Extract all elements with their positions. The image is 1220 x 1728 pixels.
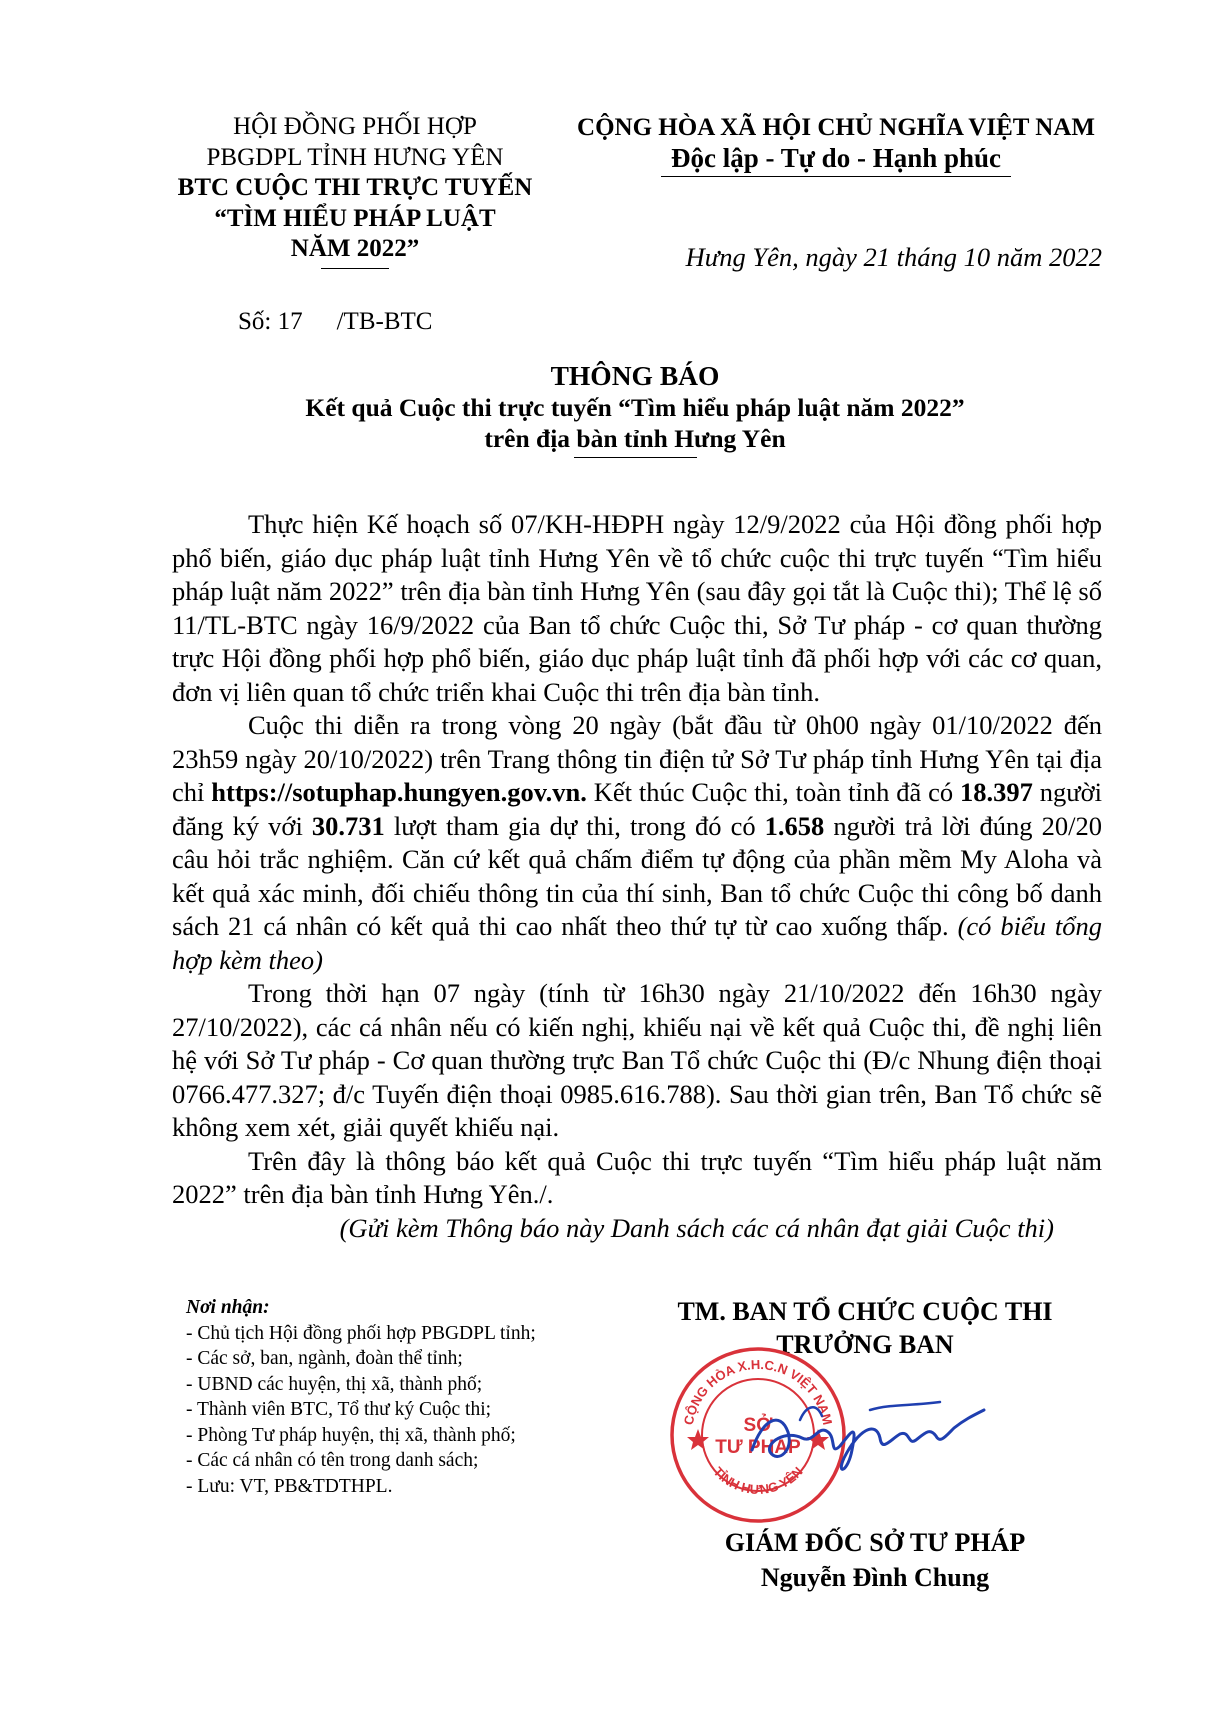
recipients-heading: Nơi nhận: bbox=[186, 1297, 270, 1318]
issuer-line-1: HỘI ĐỒNG PHỐI HỢP bbox=[233, 113, 477, 140]
recipient-item: - Lưu: VT, PB&TDTHPL. bbox=[186, 1475, 393, 1497]
stamp-bottom-text: TỈNH HƯNG YÊN bbox=[710, 1463, 806, 1498]
p2-text-d: lượt tham gia dự thi, trong đó có bbox=[384, 810, 765, 841]
national-header bbox=[570, 112, 1102, 177]
recipient-item: - Thành viên BTC, Tổ thư ký Cuộc thi; bbox=[186, 1399, 492, 1420]
issuer-header bbox=[130, 112, 580, 269]
p2-text-c: người đăng ký với bbox=[172, 777, 1102, 841]
p2-text-e: người trả lời đúng 20/20 câu hỏi trắc nghiệm. Căn cứ kết quả chấm điểm tự động của phần mềm My Aloha và kết quả xác minh, đối chiếu thông tin của thí sinh, Ban tổ chức Cuộc thi công bố danh sách 21 cá nhân có kết quả thi cao nhất theo thứ tự từ cao xuống thấp. bbox=[172, 810, 1103, 941]
signer-position: GIÁM ĐỐC SỞ TƯ PHÁP bbox=[724, 1528, 1026, 1557]
handwritten-signature bbox=[740, 1380, 1000, 1490]
doc-number-value: 17 bbox=[277, 308, 303, 335]
signer-authority-line-2: TRƯỞNG BAN bbox=[776, 1330, 954, 1359]
paragraph-1: Thực hiện Kế hoạch số 07/KH-HĐPH ngày 12/9/2022 của Hội đồng phối hợp phổ biến, giáo dục pháp luật tỉnh Hưng Yên về tổ chức cuộc thi trực tuyến “Tìm hiểu pháp luật năm 2022” trên địa bàn tỉnh Hưng Yên (sau đây gọi tắt là Cuộc thi); Thể lệ số 11/TL-BTC ngày 16/9/2022 của Ban tổ chức Cuộc thi, Sở Tư pháp - cơ quan thường trực Hội đồng phối hợp phổ biến, giáo dục pháp luật tỉnh đã phối hợp với các cơ quan, đơn vị liên quan tổ chức triển khai Cuộc thi trên địa bàn tỉnh. bbox=[172, 509, 1102, 707]
signer-authority-line-1: TM. BAN TỔ CHỨC CUỘC THI bbox=[677, 1297, 1053, 1326]
document-title bbox=[170, 360, 1100, 458]
paragraph-4: Trên đây là thông báo kết quả Cuộc thi trực tuyến “Tìm hiểu pháp luật năm 2022” trên địa bàn tỉnh Hưng Yên./. bbox=[172, 1145, 1102, 1209]
recipient-item: - Các sở, ban, ngành, đoàn thể tỉnh; bbox=[186, 1348, 463, 1369]
issuer-line-5: NĂM 2022” bbox=[290, 235, 420, 262]
motto-underline bbox=[661, 176, 1011, 177]
signer-name: Nguyễn Đình Chung bbox=[760, 1563, 990, 1592]
national-motto: Độc lập - Tự do - Hạnh phúc bbox=[670, 143, 1002, 173]
recipients-block bbox=[186, 1295, 626, 1499]
title-subtitle-2: trên địa bàn tỉnh Hưng Yên bbox=[484, 424, 786, 453]
stamp-star-icon bbox=[687, 1429, 709, 1450]
title-subtitle-1: Kết quả Cuộc thi trực tuyến “Tìm hiểu pháp luật năm 2022” bbox=[305, 393, 965, 422]
recipient-item: - Phòng Tư pháp huyện, thị xã, thành phố; bbox=[186, 1424, 516, 1446]
attachment-note: (Gửi kèm Thông báo này Danh sách các cá nhân đạt giải Cuộc thi) bbox=[339, 1212, 1054, 1243]
issuer-line-2: PBGDPL TỈNH HƯNG YÊN bbox=[206, 143, 504, 171]
document-number bbox=[238, 308, 432, 336]
title-main: THÔNG BÁO bbox=[550, 360, 720, 391]
doc-number-prefix: Số: bbox=[238, 308, 272, 335]
paragraph-2 bbox=[172, 709, 1102, 977]
stamp-top-text: CỘNG HÒA X.H.C.N VIỆT NAM bbox=[680, 1356, 836, 1427]
registered-count: 18.397 bbox=[960, 777, 1033, 807]
issuer-line-3: BTC CUỘC THI TRỰC TUYẾN bbox=[177, 174, 533, 201]
p2-note: (có biểu tổng hợp kèm theo) bbox=[172, 911, 1103, 975]
perfect-score-count: 1.658 bbox=[764, 810, 825, 841]
issuer-line-4: “TÌM HIỂU PHÁP LUẬT bbox=[214, 204, 496, 232]
stamp-center-text-1: SỞ bbox=[743, 1415, 773, 1436]
issuer-underline bbox=[321, 268, 389, 269]
title-underline bbox=[574, 457, 697, 458]
website-link[interactable]: https://sotuphap.hungyen.gov.vn. bbox=[211, 777, 587, 807]
place-date: Hưng Yên, ngày 21 tháng 10 năm 2022 bbox=[685, 242, 1102, 272]
document-body bbox=[172, 508, 1102, 1245]
recipient-item: - UBND các huyện, thị xã, thành phố; bbox=[186, 1373, 483, 1395]
recipient-item: - Các cá nhân có tên trong danh sách; bbox=[186, 1450, 479, 1471]
country-name: CỘNG HÒA XÃ HỘI CHỦ NGHĨA VIỆT NAM bbox=[577, 114, 1095, 141]
paragraph-3: Trong thời hạn 07 ngày (tính từ 16h30 ngày 21/10/2022 đến 16h30 ngày 27/10/2022), các cá nhân nếu có kiến nghị, khiếu nại về kết quả Cuộc thi, đề nghị liên hệ với Sở Tư pháp - Cơ quan thường trực Ban Tổ chức Cuộc thi (Đ/c Nhung điện thoại 0766.477.327; đ/c Tuyến điện thoại 0985.616.788). Sau thời gian trên, Ban Tổ chức sẽ không xem xét, giải quyết khiếu nại. bbox=[172, 978, 1102, 1142]
entries-count: 30.731 bbox=[311, 810, 385, 841]
recipient-item: - Chủ tịch Hội đồng phối hợp PBGDPL tỉnh; bbox=[186, 1322, 536, 1344]
p2-text-a: Cuộc thi diễn ra trong vòng 20 ngày (bắt đầu từ 0h00 ngày 01/10/2022 đến 23h59 ngày 20/10/2022) trên Trang thông tin điện tử Sở Tư pháp tỉnh Hưng Yên tại địa chỉ bbox=[172, 710, 1102, 807]
doc-number-suffix: /TB-BTC bbox=[336, 308, 433, 335]
signer-identity bbox=[650, 1525, 1100, 1595]
stamp-center-text-2: TƯ PHÁP bbox=[715, 1437, 801, 1458]
recipients-list bbox=[186, 1321, 626, 1500]
p2-text-b: Kết thúc Cuộc thi, toàn tỉnh đã có bbox=[586, 777, 960, 807]
